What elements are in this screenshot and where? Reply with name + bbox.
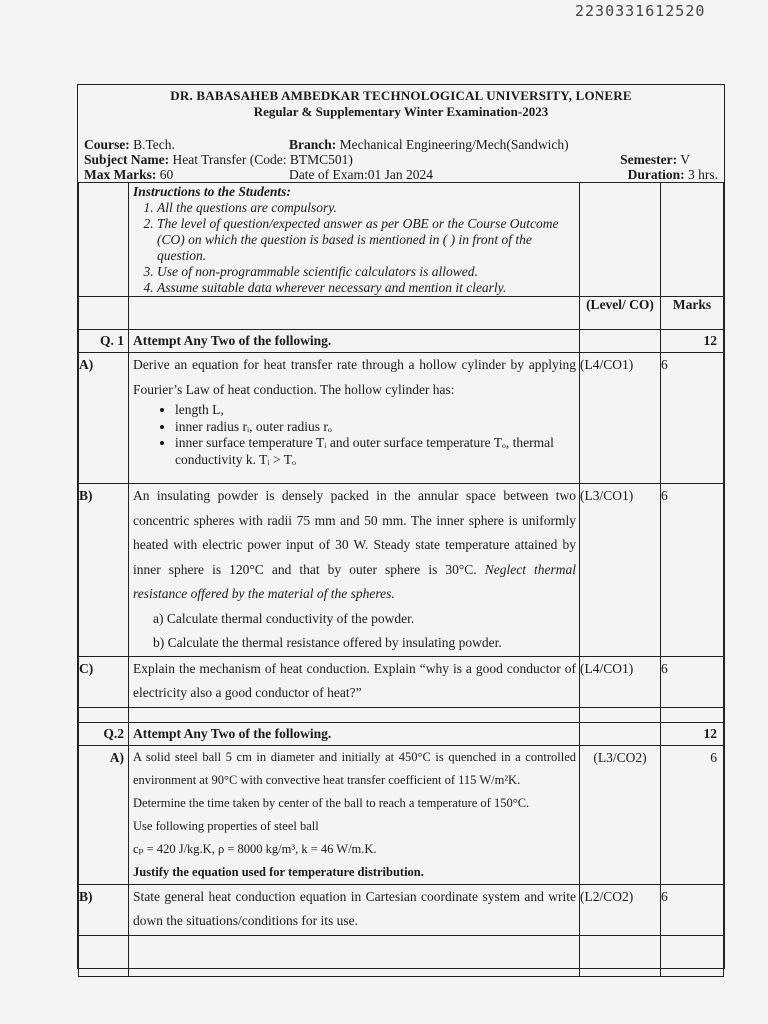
q1a-row bbox=[79, 353, 724, 484]
q2a-properties-intro: Use following properties of steel ball bbox=[133, 818, 319, 833]
q1a-label: A) bbox=[79, 353, 129, 484]
list-item: • length L, bbox=[175, 402, 576, 419]
paper-header bbox=[78, 85, 724, 120]
q1-row bbox=[79, 330, 724, 353]
university-name: DR. BABASAHEB AMBEDKAR TECHNOLOGICAL UNIVERSITY, LONERE bbox=[170, 88, 632, 103]
q1a-bullets bbox=[133, 402, 576, 468]
marks-header: Marks bbox=[661, 297, 724, 330]
q1-marks: 12 bbox=[661, 330, 724, 353]
q2a-marks: 6 bbox=[661, 745, 724, 884]
q1c-marks: 6 bbox=[661, 656, 724, 707]
subject-row bbox=[84, 152, 690, 168]
instructions-title: Instructions to the Students: bbox=[133, 184, 291, 199]
q1a-co: (L4/CO1) bbox=[580, 353, 661, 484]
q1b-row bbox=[79, 484, 724, 657]
course-row bbox=[84, 137, 668, 153]
q1a-marks: 6 bbox=[661, 353, 724, 484]
q2-row bbox=[79, 722, 724, 745]
list-item: a) Calculate thermal conductivity of the powder. bbox=[153, 610, 415, 626]
questions-table bbox=[78, 182, 724, 977]
q1a-text: Derive an equation for heat transfer rate through a hollow cylinder by applying Fourier’s Law of heat conduction. The hollow cylinder has: bbox=[133, 357, 576, 397]
level-co-header: (Level/ CO) bbox=[580, 297, 661, 330]
q2a-text: A solid steel ball 5 cm in diameter and initially at 450°C is quenched in a controlled environment at 90°C with convective heat transfer coefficient of 115 W/m²K. bbox=[133, 749, 576, 787]
q2b-text: State general heat conduction equation in Cartesian coordinate system and write down the situations/conditions for its use. bbox=[129, 884, 580, 935]
q1-number: Q. 1 bbox=[79, 330, 129, 353]
instructions-list bbox=[133, 200, 576, 296]
column-header-row bbox=[79, 297, 724, 330]
q1b-text: An insulating powder is densely packed in the annular space between two concentric spheres with radii 75 mm and 50 mm. The inner sphere is uniformly heated with electric power input of 30 W. Steady state temperature attained by inner sphere is 120°C and that by outer sphere is 30°C. bbox=[133, 488, 576, 577]
q2b-row bbox=[79, 884, 724, 935]
branch-field: Branch: Mechanical Engineering/Mech(Sandwich) bbox=[289, 137, 569, 152]
q1b-subparts bbox=[133, 607, 576, 656]
exam-title: Regular & Supplementary Winter Examination-2023 bbox=[253, 104, 549, 119]
q2a-justify: Justify the equation used for temperature distribution. bbox=[133, 864, 424, 879]
q2b-marks: 6 bbox=[661, 884, 724, 935]
q1-title: Attempt Any Two of the following. bbox=[129, 330, 580, 353]
empty-row bbox=[79, 935, 724, 976]
instruction-item: 1. All the questions are compulsory. bbox=[157, 200, 576, 216]
q1b-italic-note: Neglect thermal resistance offered by the material of the spheres. bbox=[133, 561, 577, 601]
semester-field: Semester: V bbox=[620, 152, 690, 167]
q2a-label: A) bbox=[79, 745, 129, 884]
marks-row bbox=[84, 167, 718, 183]
q2-marks: 12 bbox=[661, 722, 724, 745]
handwritten-roll-number: 2230331612520 bbox=[575, 2, 706, 20]
instruction-item: 4. Assume suitable data wherever necessary and mention it clearly. bbox=[157, 280, 576, 296]
q1b-marks: 6 bbox=[661, 484, 724, 657]
q2b-co: (L2/CO2) bbox=[580, 884, 661, 935]
list-item: b) Calculate the thermal resistance offered by insulating powder. bbox=[153, 635, 502, 650]
q2a-co: (L3/CO2) bbox=[580, 745, 661, 884]
exam-date: Date of Exam:01 Jan 2024 bbox=[289, 167, 433, 182]
q2a-task: Determine the time taken by center of the ball to reach a temperature of 150°C. bbox=[133, 795, 530, 810]
course-label: Course: B.Tech. bbox=[84, 137, 175, 152]
subject-field: Subject Name: Heat Transfer (Code: BTMC501) bbox=[84, 152, 353, 167]
instruction-item: 2. The level of question/expected answer as per OBE or the Course Outcome (CO) on which the question is based is mentioned in ( ) in front of the question. bbox=[157, 216, 576, 264]
q1c-row bbox=[79, 656, 724, 707]
q1c-co: (L4/CO1) bbox=[580, 656, 661, 707]
q2a-properties: cₚ = 420 J/kg.K, ρ = 8000 kg/m³, k = 46 W/m.K. bbox=[133, 841, 377, 856]
q2-number: Q.2 bbox=[79, 722, 129, 745]
q1c-label: C) bbox=[79, 656, 129, 707]
q2b-label: B) bbox=[79, 884, 129, 935]
q2a-row bbox=[79, 745, 724, 884]
list-item: • inner surface temperature Tᵢ and outer surface temperature Tₒ, thermal conductivity k. Tᵢ > Tₒ bbox=[175, 435, 576, 468]
q1b-label: B) bbox=[79, 484, 129, 657]
duration-field: Duration: 3 hrs. bbox=[627, 167, 718, 182]
list-item: • inner radius rᵢ, outer radius rₒ bbox=[175, 419, 576, 436]
q1c-text: Explain the mechanism of heat conduction. Explain “why is a good conductor of electricity also a good conductor of heat?” bbox=[129, 656, 580, 707]
instructions-row bbox=[79, 183, 724, 297]
instruction-item: 3. Use of non-programmable scientific calculators is allowed. bbox=[157, 264, 576, 280]
q1b-co: (L3/CO1) bbox=[580, 484, 661, 657]
q2-title: Attempt Any Two of the following. bbox=[129, 722, 580, 745]
question-paper bbox=[77, 84, 725, 969]
max-marks-field: Max Marks: 60 bbox=[84, 167, 174, 182]
spacer-row bbox=[79, 707, 724, 722]
